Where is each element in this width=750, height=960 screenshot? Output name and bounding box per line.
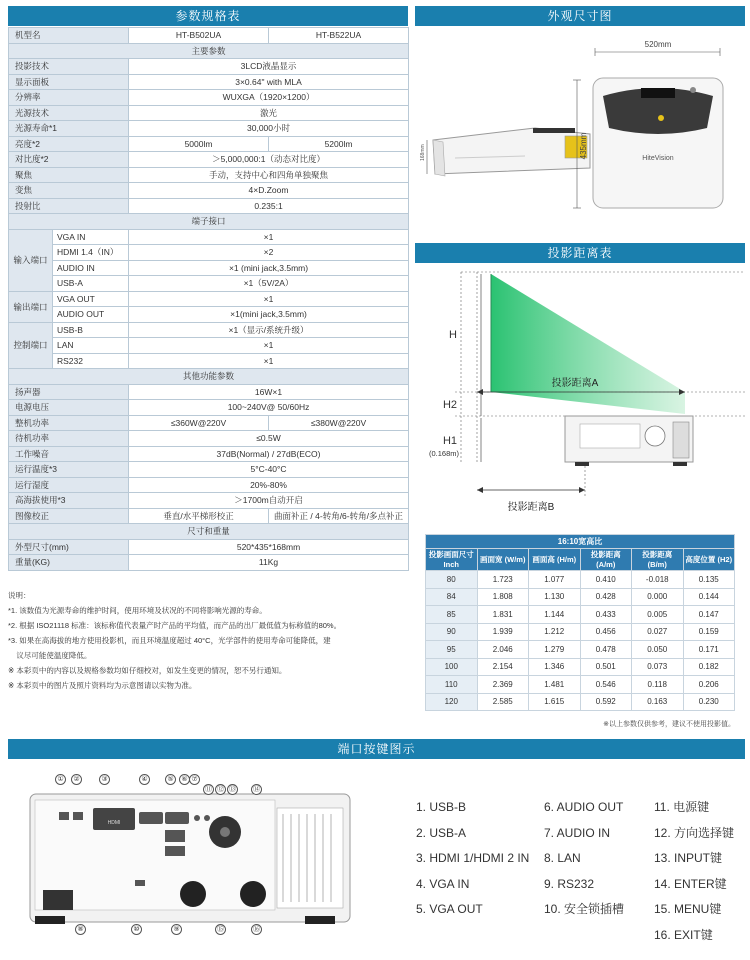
throw-cell: 0.592 xyxy=(580,693,632,711)
throw-table xyxy=(425,534,735,711)
spec-value: 4×D.Zoom xyxy=(129,183,409,199)
throw-cell: 1.808 xyxy=(477,588,529,606)
throw-cell: 1.144 xyxy=(529,606,581,624)
throw-table-row xyxy=(426,588,735,606)
throw-col-header: 投影画面尺寸 Inch xyxy=(426,549,478,571)
throw-cell: 0.428 xyxy=(580,588,632,606)
port-value: ×1 xyxy=(129,338,409,354)
spec-key: 对比度*2 xyxy=(9,152,129,168)
model-name: HT-B502UA xyxy=(129,28,269,44)
spec-value: ＞5,000,000:1（动态对比度） xyxy=(129,152,409,168)
port-list-item: 14. ENTER键 xyxy=(654,876,727,891)
spec-key: 投射比 xyxy=(9,198,129,214)
port-list-item: 3. HDMI 1/HDMI 2 IN xyxy=(416,851,530,865)
callout-number: ① xyxy=(55,774,66,785)
label-H1-sub: (0.168m) xyxy=(428,449,459,458)
spec-row xyxy=(9,446,409,462)
port-name: AUDIO OUT xyxy=(53,307,129,323)
throw-cell: 0.206 xyxy=(683,676,735,694)
section-main-label: 主要参数 xyxy=(9,43,409,59)
callout-number: ⑫ xyxy=(217,786,224,793)
port-list-item: 7. AUDIO IN xyxy=(544,825,611,840)
section-main xyxy=(9,43,409,59)
port-value: ×2 xyxy=(129,245,409,261)
spec-key: 图像校正 xyxy=(9,508,129,524)
height-dim: 168mm xyxy=(420,144,426,161)
spec-value: 16W×1 xyxy=(129,384,409,400)
port-list-item: 15. MENU键 xyxy=(654,902,722,916)
port-list-item: 10. 安全锁插槽 xyxy=(544,902,625,916)
spec-key: 电源电压 xyxy=(9,400,129,416)
spec-table-container xyxy=(8,27,409,571)
throw-cell: 0.171 xyxy=(683,641,735,659)
spec-row xyxy=(9,74,409,90)
brand-logo-text: HiteVision xyxy=(642,155,674,162)
spec-key: 显示面板 xyxy=(9,74,129,90)
spec-value: ≤0.5W xyxy=(129,431,409,447)
throw-cell: 0.050 xyxy=(632,641,684,659)
spec-value: 5200lm xyxy=(269,136,409,152)
spec-key: 运行温度*3 xyxy=(9,462,129,478)
spec-value: ＞1700m自动开启 xyxy=(129,493,409,509)
throw-cell: 2.585 xyxy=(477,693,529,711)
throw-cell: 0.546 xyxy=(580,676,632,694)
callout-number: ② xyxy=(71,774,82,785)
label-H: H xyxy=(449,329,457,341)
spec-table xyxy=(8,27,409,571)
port-group-label: 输入端口 xyxy=(9,229,53,291)
callout-number: ⑤ xyxy=(165,774,176,785)
spec-row xyxy=(9,121,409,137)
throw-col-header: 画面高 (H/m) xyxy=(529,549,581,571)
callout-number: ⑯ xyxy=(253,926,260,933)
throw-table-row xyxy=(426,676,735,694)
spec-value: 20%-80% xyxy=(129,477,409,493)
notes-title: 说明： xyxy=(8,591,31,600)
spec-row xyxy=(9,136,409,152)
spec-row xyxy=(9,307,409,323)
spec-row xyxy=(9,245,409,261)
port-name: USB-A xyxy=(53,276,129,292)
spec-key: 亮度*2 xyxy=(9,136,129,152)
throw-table-row xyxy=(426,606,735,624)
spec-value: 垂直/水平梯形校正 xyxy=(129,508,269,524)
port-list-item: 13. INPUT键 xyxy=(654,851,723,865)
spec-key: 扬声器 xyxy=(9,384,129,400)
port-list-item: 4. VGA IN xyxy=(416,876,470,891)
note-line: *2. 根据 ISO21118 标准：该标称值代表量产时产品的平均值，而产品的出厂最低值为标称值的80%。 xyxy=(8,621,342,630)
spec-row xyxy=(9,59,409,75)
port-name: USB-B xyxy=(53,322,129,338)
spec-value: 30,000小时 xyxy=(129,121,409,137)
throw-table-row xyxy=(426,693,735,711)
throw-cell: 2.369 xyxy=(477,676,529,694)
spec-row xyxy=(9,198,409,214)
spec-row xyxy=(9,90,409,106)
throw-table-row xyxy=(426,641,735,659)
spec-key: 变焦 xyxy=(9,183,129,199)
spec-key: 光源寿命*1 xyxy=(9,121,129,137)
ports-title: 端口按键图示 xyxy=(8,739,745,759)
throw-cell: 90 xyxy=(426,623,478,641)
spec-row xyxy=(9,477,409,493)
throw-cell: 1.939 xyxy=(477,623,529,641)
appearance-title: 外观尺寸图 xyxy=(415,6,745,26)
port-name: RS232 xyxy=(53,353,129,369)
throw-cell: 0.005 xyxy=(632,606,684,624)
ports-col-2 xyxy=(544,795,624,923)
depth-dim: 435mm xyxy=(579,132,588,160)
throw-table-row xyxy=(426,571,735,589)
throw-cell: 0.230 xyxy=(683,693,735,711)
spec-value: 37dB(Normal) / 27dB(ECO) xyxy=(129,446,409,462)
spec-value: 激光 xyxy=(129,105,409,121)
spec-row xyxy=(9,539,409,555)
spec-row xyxy=(9,322,409,338)
spec-title: 参数规格表 xyxy=(8,6,408,26)
spec-row xyxy=(9,415,409,431)
port-list-item: 1. USB-B xyxy=(416,800,467,814)
port-group-label: 输出端口 xyxy=(9,291,53,322)
callout-number: ⑩ xyxy=(131,924,142,935)
throw-table-title-row xyxy=(426,535,735,549)
spec-value: 手动，支持中心和四角单独聚焦 xyxy=(129,167,409,183)
label-H1: H1 xyxy=(442,435,457,447)
port-name: AUDIO IN xyxy=(53,260,129,276)
spec-row xyxy=(9,353,409,369)
throw-cell: 0.163 xyxy=(632,693,684,711)
spec-row xyxy=(9,338,409,354)
ports-col-1 xyxy=(416,795,529,923)
projector-side-view xyxy=(427,128,590,176)
spec-value: 3LCD液晶显示 xyxy=(129,59,409,75)
ports-col-3 xyxy=(654,795,734,948)
section-other xyxy=(9,369,409,385)
throw-cell: 0.000 xyxy=(632,588,684,606)
throw-cell: 120 xyxy=(426,693,478,711)
port-value: ×1(mini jack,3.5mm) xyxy=(129,307,409,323)
projection-beam xyxy=(491,274,685,414)
callout-number: ⑥ xyxy=(179,774,190,785)
throw-cell: 85 xyxy=(426,606,478,624)
throw-cell: 0.478 xyxy=(580,641,632,659)
throw-cell: 1.346 xyxy=(529,658,581,676)
hdmi-label: HDMI xyxy=(107,820,121,826)
port-value: ×1 xyxy=(129,353,409,369)
spec-row xyxy=(9,400,409,416)
throw-cell: 0.147 xyxy=(683,606,735,624)
throw-col-header: 投影距离 (A/m) xyxy=(580,549,632,571)
throw-cell: -0.018 xyxy=(632,571,684,589)
throw-cell: 1.130 xyxy=(529,588,581,606)
throw-cell: 0.118 xyxy=(632,676,684,694)
port-list-item: 5. VGA OUT xyxy=(416,902,483,916)
spec-value: ≤380W@220V xyxy=(269,415,409,431)
callout-number: ⑧ xyxy=(75,924,86,935)
throw-cell: 0.410 xyxy=(580,571,632,589)
spec-row xyxy=(9,229,409,245)
section-ports xyxy=(9,214,409,230)
throw-cell: 0.073 xyxy=(632,658,684,676)
throw-col-header: 投影距离 (B/m) xyxy=(632,549,684,571)
note-line: ※ 本彩页中的内容以及规格参数均如仔细校对，如发生变更的情况，恕不另行通知。 xyxy=(8,666,287,675)
spec-key: 整机功率 xyxy=(9,415,129,431)
spec-value: 100~240V@ 50/60Hz xyxy=(129,400,409,416)
spec-value: 3×0.64" with MLA xyxy=(129,74,409,90)
spec-row xyxy=(9,105,409,121)
callout-number: ⑨ xyxy=(171,924,182,935)
spec-row xyxy=(9,152,409,168)
port-list-item: 8. LAN xyxy=(544,851,581,865)
projector-throw-illustration xyxy=(565,416,693,466)
spec-key: 分辨率 xyxy=(9,90,129,106)
port-name: VGA IN xyxy=(53,229,129,245)
callout-number: ③ xyxy=(99,774,110,785)
throw-cell: 1.077 xyxy=(529,571,581,589)
port-value: ×1（显示/系统升级） xyxy=(129,322,409,338)
spec-value: 11Kg xyxy=(129,555,409,571)
port-value: ×1（5V/2A） xyxy=(129,276,409,292)
spec-row xyxy=(9,183,409,199)
spec-key: 高海拔使用*3 xyxy=(9,493,129,509)
section-ports-label: 端子接口 xyxy=(9,214,409,230)
port-list-item: 6. AUDIO OUT xyxy=(544,800,624,814)
port-list-item: 2. USB-A xyxy=(416,825,467,840)
spec-row xyxy=(9,555,409,571)
spec-row xyxy=(9,508,409,524)
throw-cell: 0.027 xyxy=(632,623,684,641)
throw-cell: 1.279 xyxy=(529,641,581,659)
throw-title: 投影距离表 xyxy=(415,243,745,263)
spec-value: 520*435*168mm xyxy=(129,539,409,555)
spec-key: 外型尺寸(mm) xyxy=(9,539,129,555)
projector-front-view xyxy=(573,48,723,208)
callout-number: ⑬ xyxy=(229,786,236,793)
port-name: LAN xyxy=(53,338,129,354)
spec-row xyxy=(9,462,409,478)
spec-row xyxy=(9,167,409,183)
port-list-item: 16. EXIT键 xyxy=(654,927,713,942)
spec-value: ≤360W@220V xyxy=(129,415,269,431)
throw-cell: 95 xyxy=(426,641,478,659)
spec-value: WUXGA（1920×1200） xyxy=(129,90,409,106)
callout-number: ⑦ xyxy=(189,774,200,785)
section-other-label: 其他功能参数 xyxy=(9,369,409,385)
spec-row xyxy=(9,276,409,292)
throw-cell: 80 xyxy=(426,571,478,589)
throw-table-note: ※以上参数仅供参考，建议不使用投影值。 xyxy=(603,721,735,728)
throw-cell: 100 xyxy=(426,658,478,676)
port-group-label: 控制端口 xyxy=(9,322,53,369)
spec-value: 曲面补正 / 4-转角/6-转角/多点补正 xyxy=(269,508,409,524)
throw-cell: 1.831 xyxy=(477,606,529,624)
throw-col-header: 高度位置 (H2) xyxy=(683,549,735,571)
throw-cell: 84 xyxy=(426,588,478,606)
spec-key: 待机功率 xyxy=(9,431,129,447)
port-value: ×1 (mini jack,3.5mm) xyxy=(129,260,409,276)
port-name: HDMI 1.4（IN） xyxy=(53,245,129,261)
section-size xyxy=(9,524,409,540)
port-list-item: 12. 方向选择键 xyxy=(654,825,735,840)
rear-panel-illustration xyxy=(15,768,360,940)
spec-row xyxy=(9,431,409,447)
note-line: ※ 本彩页中的图片及照片资料均为示意图请以实物为准。 xyxy=(8,681,197,690)
callout-number: ⑪ xyxy=(205,786,212,793)
throw-cell: 1.723 xyxy=(477,571,529,589)
throw-diagram xyxy=(415,264,745,526)
section-size-label: 尺寸和重量 xyxy=(9,524,409,540)
throw-cell: 2.046 xyxy=(477,641,529,659)
spec-value: 5000lm xyxy=(129,136,269,152)
model-label: 机型名 xyxy=(9,28,129,44)
spec-row xyxy=(9,493,409,509)
throw-cell: 110 xyxy=(426,676,478,694)
throw-cell: 0.182 xyxy=(683,658,735,676)
throw-table-title: 16:10宽高比 xyxy=(426,535,735,549)
spec-key: 运行湿度 xyxy=(9,477,129,493)
throw-cell: 0.433 xyxy=(580,606,632,624)
spec-row xyxy=(9,28,409,44)
throw-table-container xyxy=(425,534,735,729)
throw-cell: 0.456 xyxy=(580,623,632,641)
spec-row xyxy=(9,384,409,400)
throw-table-header xyxy=(426,549,735,571)
appearance-drawing xyxy=(415,28,745,233)
callout-number: ④ xyxy=(139,774,150,785)
throw-col-header: 画面宽 (W/m) xyxy=(477,549,529,571)
width-dim: 520mm xyxy=(644,40,672,49)
model-name: HT-B522UA xyxy=(269,28,409,44)
port-list-item: 11. 电源键 xyxy=(654,800,710,814)
port-value: ×1 xyxy=(129,291,409,307)
spec-key: 光源技术 xyxy=(9,105,129,121)
callout-number: ⑭ xyxy=(253,786,260,793)
spec-key: 重量(KG) xyxy=(9,555,129,571)
throw-cell: 1.481 xyxy=(529,676,581,694)
spec-value: 5°C-40°C xyxy=(129,462,409,478)
throw-table-row xyxy=(426,623,735,641)
throw-cell: 0.501 xyxy=(580,658,632,676)
throw-cell: 1.212 xyxy=(529,623,581,641)
throw-cell: 0.159 xyxy=(683,623,735,641)
port-name: VGA OUT xyxy=(53,291,129,307)
label-distance-A: 投影距离A xyxy=(551,378,599,389)
spec-value: 0.235:1 xyxy=(129,198,409,214)
throw-cell: 1.615 xyxy=(529,693,581,711)
callout-number: ⑮ xyxy=(217,926,224,933)
port-list-item: 9. RS232 xyxy=(544,876,595,891)
throw-cell: 0.135 xyxy=(683,571,735,589)
note-line: *1. 该数值为光源寿命的维护时间，使用环境及状况的不同将影响光源的寿命。 xyxy=(8,606,267,615)
spec-key: 工作噪音 xyxy=(9,446,129,462)
note-line: *3. 如果在高海拔的地方使用投影机，而且环境温度超过 40°C，光学部件的使用寿命可能降低，建 xyxy=(8,636,331,645)
port-value: ×1 xyxy=(129,229,409,245)
notes xyxy=(8,588,408,693)
spec-key: 聚焦 xyxy=(9,167,129,183)
label-H2: H2 xyxy=(442,399,457,411)
note-line: 议尽可能使温度降低。 xyxy=(8,651,92,660)
throw-cell: 2.154 xyxy=(477,658,529,676)
throw-table-row xyxy=(426,658,735,676)
throw-cell: 0.144 xyxy=(683,588,735,606)
spec-row xyxy=(9,291,409,307)
spec-row xyxy=(9,260,409,276)
spec-key: 投影技术 xyxy=(9,59,129,75)
label-distance-B: 投影距离B xyxy=(507,502,555,513)
